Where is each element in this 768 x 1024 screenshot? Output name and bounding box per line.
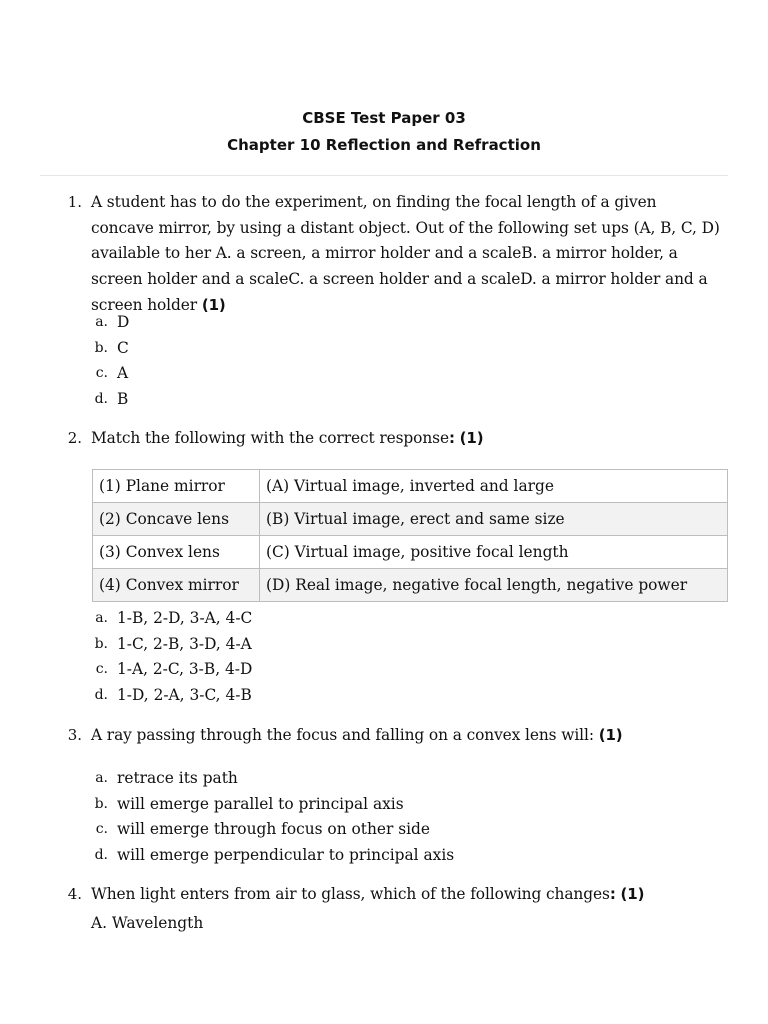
option-list — [0, 310, 768, 412]
option-letter: b. — [94, 635, 108, 652]
option-b[interactable] — [0, 792, 768, 818]
option-text: C — [117, 338, 129, 357]
option-text: 1-B, 2-D, 3-A, 4-C — [117, 609, 253, 627]
question-marks: (1) — [620, 885, 645, 903]
option-text: 1-D, 2-A, 3-C, 4-B — [117, 685, 252, 704]
option-c[interactable] — [0, 361, 768, 387]
match-table — [92, 469, 728, 602]
question-body: When light enters from air to glass, which of the following changes — [91, 885, 610, 903]
question-number: 1. — [67, 193, 82, 211]
option-text: B — [117, 389, 129, 408]
question-number: 4. — [67, 885, 82, 903]
option-letter: c. — [95, 661, 108, 677]
table-cell-response: (C) Virtual image, positive focal length — [260, 536, 728, 569]
option-text: 1-C, 2-B, 3-D, 4-A — [117, 634, 252, 653]
table-cell-response: (D) Real image, negative focal length, negative power — [260, 569, 728, 602]
question-body: Match the following with the correct response — [91, 429, 449, 447]
option-c[interactable] — [0, 657, 768, 683]
option-text: A — [117, 364, 129, 382]
question-number: 3. — [67, 726, 82, 744]
question-marks: (1) — [598, 726, 623, 744]
header-divider — [40, 175, 728, 176]
option-d[interactable] — [0, 683, 768, 709]
table-row — [93, 536, 728, 569]
option-text: retrace its path — [117, 769, 238, 787]
table-cell-response: (B) Virtual image, erect and same size — [260, 503, 728, 536]
option-text: D — [117, 313, 130, 331]
option-a[interactable] — [0, 766, 768, 792]
question-number: 2. — [67, 429, 82, 447]
option-list — [0, 766, 768, 868]
option-text: will emerge parallel to principal axis — [117, 794, 404, 813]
option-text: 1-A, 2-C, 3-B, 4-D — [117, 660, 253, 678]
option-letter: d. — [94, 846, 108, 863]
option-letter: a. — [95, 314, 108, 330]
paper-title: CBSE Test Paper 03 — [302, 109, 466, 127]
table-cell-item: (1) Plane mirror — [93, 470, 260, 503]
option-letter: c. — [95, 365, 108, 381]
option-b[interactable] — [0, 632, 768, 658]
option-letter: d. — [94, 390, 108, 407]
option-list — [0, 606, 768, 708]
marks-colon: : — [609, 885, 616, 903]
table-row — [93, 569, 728, 602]
option-letter: b. — [94, 795, 108, 812]
option-letter: b. — [94, 339, 108, 356]
question-body: A ray passing through the focus and falling on a convex lens will: — [91, 726, 594, 744]
option-letter: d. — [94, 686, 108, 703]
option-a[interactable] — [0, 310, 768, 336]
table-row — [93, 503, 728, 536]
chapter-title: Chapter 10 Reflection and Refraction — [227, 136, 541, 154]
table-cell-item: (3) Convex lens — [93, 536, 260, 569]
option-c[interactable] — [0, 817, 768, 843]
option-d[interactable] — [0, 387, 768, 413]
option-d[interactable] — [0, 843, 768, 869]
table-cell-response: (A) Virtual image, inverted and large — [260, 470, 728, 503]
option-letter: a. — [95, 770, 108, 786]
question-marks: (1) — [201, 295, 226, 314]
sub-item: A. Wavelength — [91, 914, 204, 932]
question-body: A student has to do the experiment, on finding the focal length of a given concave mirror, by using a distant object. Out of the following set ups (A, B, C, D) available to her A. a screen, a mirror holder and a scaleB. a mirror holder, a screen holder and a scaleC. a screen holder and a scaleD. a mirror holder and a screen holder — [91, 193, 720, 314]
question-text — [91, 882, 721, 908]
table-row — [93, 470, 728, 503]
option-b[interactable] — [0, 336, 768, 362]
question-text — [91, 723, 721, 749]
option-a[interactable] — [0, 606, 768, 632]
option-letter: a. — [95, 610, 108, 626]
option-text: will emerge perpendicular to principal axis — [117, 845, 455, 864]
table-cell-item: (2) Concave lens — [93, 503, 260, 536]
option-text: will emerge through focus on other side — [117, 820, 430, 838]
marks-colon: : — [448, 429, 455, 447]
table-cell-item: (4) Convex mirror — [93, 569, 260, 602]
question-marks: (1) — [459, 429, 484, 447]
question-text — [91, 190, 721, 319]
question-text — [91, 426, 721, 452]
option-letter: c. — [95, 821, 108, 837]
